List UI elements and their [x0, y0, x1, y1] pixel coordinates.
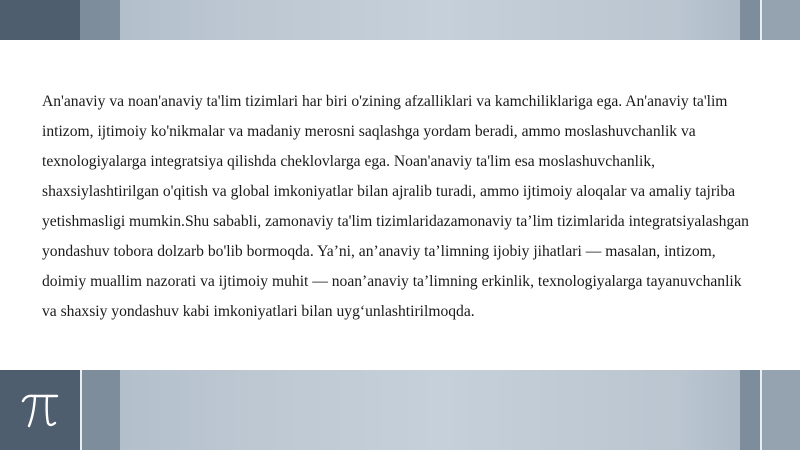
top-left-dark-block	[0, 0, 80, 40]
slide-content	[0, 40, 800, 370]
top-left-mid-block	[80, 0, 120, 40]
top-decor-band	[0, 0, 800, 40]
bottom-right-light-block	[762, 370, 800, 450]
top-right-mid-block	[740, 0, 760, 40]
top-right-light-block	[762, 0, 800, 40]
bottom-right-mid-block	[740, 370, 760, 450]
pi-icon	[0, 370, 80, 450]
body-paragraph: An'anaviy va noan'anaviy ta'lim tizimlari har biri o'zining afzalliklari va kamchiliklariga ega. An'anaviy ta'lim intizom, ijtimoiy ko'nikmalar va madaniy merosni saqlashga yordam beradi, ammo moslashuvchanlik va texnologiyalarga integratsiya qilishda cheklovlarga ega. Noan'anaviy ta'lim esa moslashuvchanlik, shaxsiylashtirilgan o'qitish va global imkoniyatlar bilan ajralib turadi, ammo ijtimoiy aloqalar va amaliy tajriba yetishmasligi mumkin.Shu sababli, zamonaviy ta'lim tizimlaridazamonaviy ta’lim tizimlarida integratsiyalashgan yondashuv tobora dolzarb bo'lib bormoqda. Ya’ni, an’anaviy ta’limning ijobiy jihatlari — masalan, intizom, doimiy muallim nazorati va ijtimoiy muhit — noan’anaviy ta’limning erkinlik, texnologiyalarga tayanuvchanlik va shaxsiy yondashuv kabi imkoniyatlari bilan uyg‘unlashtirilmoqda.	[42, 93, 749, 320]
bottom-decor-band	[0, 370, 800, 450]
bottom-left-mid-block	[82, 370, 120, 450]
